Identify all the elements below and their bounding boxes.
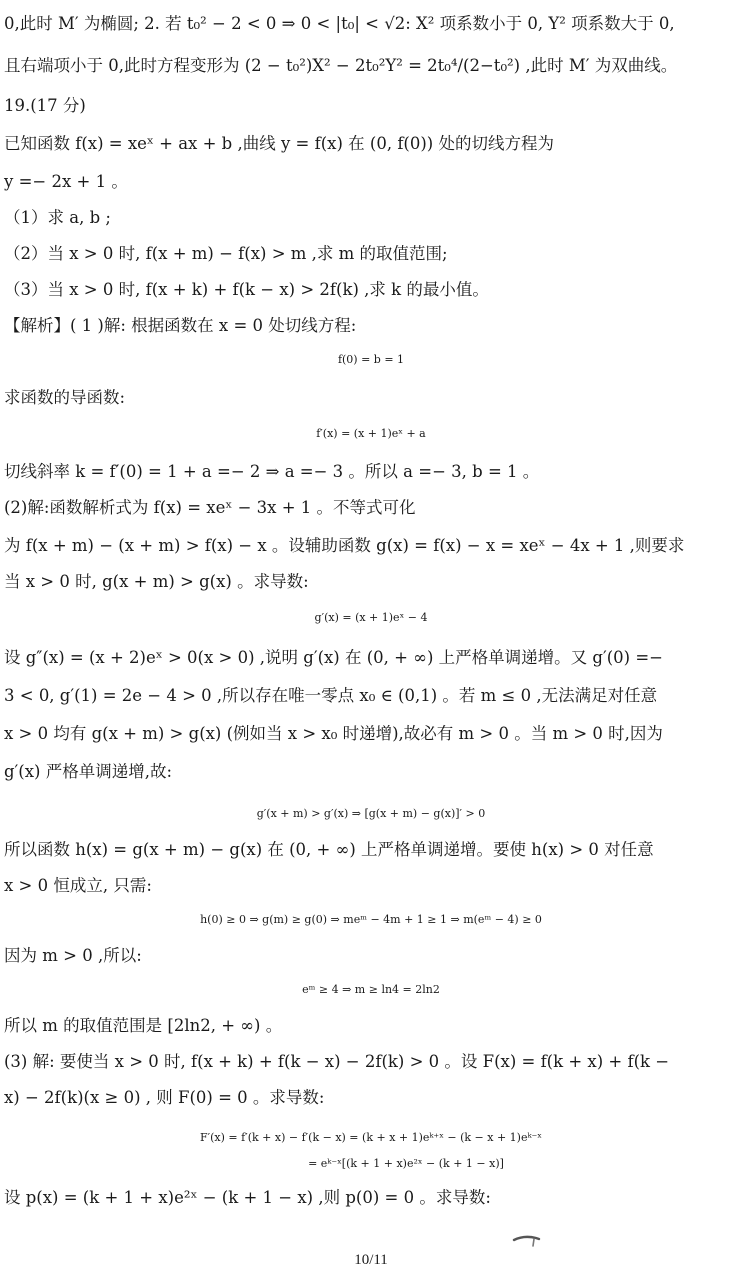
text-line: 已知函数 f(x) = xeˣ + ax + b ,曲线 y = f(x) 在 (0, f(0)) 处的切线方程为 bbox=[4, 134, 554, 153]
text-line: 当 x > 0 时, g(x + m) > g(x) 。求导数: bbox=[4, 572, 309, 591]
text-line: 切线斜率 k = f′(0) = 1 + a =− 2 ⇒ a =− 3 。所以 a =− 3, b = 1 。 bbox=[4, 462, 540, 481]
question-3: （3）当 x > 0 时, f(x + k) + f(k − x) > 2f(k) ,求 k 的最小值。 bbox=[4, 280, 489, 299]
text-line: 设 g″(x) = (x + 2)eˣ > 0(x > 0) ,说明 g′(x) 在 (0, + ∞) 上严格单调递增。又 g′(0) =− bbox=[4, 648, 663, 667]
equation: f(0) = b = 1 bbox=[337, 353, 405, 366]
text-line: x) − 2f(k)(x ≥ 0) , 则 F(0) = 0 。求导数: bbox=[4, 1088, 325, 1107]
equation: f′(x) = (x + 1)eˣ + a bbox=[316, 427, 426, 440]
equation: g′(x) = (x + 1)eˣ − 4 bbox=[314, 611, 428, 624]
text-line: 3 < 0, g′(1) = 2e − 4 > 0 ,所以存在唯一零点 x₀ ∈ (0,1) 。若 m ≤ 0 ,无法满足对任意 bbox=[4, 686, 658, 705]
text-line: 设 p(x) = (k + 1 + x)e²ˣ − (k + 1 − x) ,则 p(0) = 0 。求导数: bbox=[4, 1188, 491, 1207]
text-line: (3) 解: 要使当 x > 0 时, f(x + k) + f(k − x) − 2f(k) > 0 。设 F(x) = f(k + x) + f(k − bbox=[4, 1052, 670, 1071]
text-line: (2)解:函数解析式为 f(x) = xeˣ − 3x + 1 。不等式可化 bbox=[4, 498, 416, 517]
equation: F′(x) = f′(k + x) − f′(k − x) = (k + x + 1)eᵏ⁺ˣ − (k − x + 1)eᵏ⁻ˣ bbox=[200, 1131, 542, 1144]
equation: = eᵏ⁻ˣ[(k + 1 + x)e²ˣ − (k + 1 − x)] bbox=[308, 1157, 504, 1170]
text-line: 且右端项小于 0,此时方程变形为 (2 − t₀²)X² − 2t₀²Y² = 2t₀⁴/(2−t₀²) ,此时 M′ 为双曲线。 bbox=[4, 56, 678, 75]
text-line: 求函数的导函数: bbox=[4, 388, 126, 407]
smudge-mark bbox=[512, 1234, 542, 1248]
text-line: 所以函数 h(x) = g(x + m) − g(x) 在 (0, + ∞) 上严格单调递增。要使 h(x) > 0 对任意 bbox=[4, 840, 654, 859]
text-line: g′(x) 严格单调递增,故: bbox=[4, 762, 173, 781]
text-line: y =− 2x + 1 。 bbox=[4, 172, 128, 191]
question-1: （1）求 a, b ; bbox=[4, 208, 111, 227]
text-line: 因为 m > 0 ,所以: bbox=[4, 946, 142, 965]
equation: g′(x + m) > g′(x) ⇒ [g(x + m) − g(x)]′ > 0 bbox=[256, 807, 486, 820]
page-number: 10/11 bbox=[354, 1252, 388, 1268]
text-line: 所以 m 的取值范围是 [2ln2, + ∞) 。 bbox=[4, 1016, 283, 1035]
text-line: x > 0 均有 g(x + m) > g(x) (例如当 x > x₀ 时递增),故必有 m > 0 。当 m > 0 时,因为 bbox=[4, 724, 663, 743]
text-line: 为 f(x + m) − (x + m) > f(x) − x 。设辅助函数 g(x) = f(x) − x = xeˣ − 4x + 1 ,则要求 bbox=[4, 536, 685, 555]
equation: h(0) ≥ 0 ⇒ g(m) ≥ g(0) ⇒ meᵐ − 4m + 1 ≥ 1 ⇒ m(eᵐ − 4) ≥ 0 bbox=[200, 913, 542, 926]
problem-heading: 19.(17 分) bbox=[4, 96, 86, 115]
question-2: （2）当 x > 0 时, f(x + m) − f(x) > m ,求 m 的取值范围; bbox=[4, 244, 448, 263]
text-line: 0,此时 M′ 为椭圆; 2. 若 t₀² − 2 < 0 ⇒ 0 < |t₀| < √2: X² 项系数小于 0, Y² 项系数大于 0, bbox=[4, 14, 675, 33]
text-line: x > 0 恒成立, 只需: bbox=[4, 876, 152, 895]
solution-heading: 【解析】( 1 )解: 根据函数在 x = 0 处切线方程: bbox=[4, 316, 357, 335]
equation: eᵐ ≥ 4 ⇒ m ≥ ln4 = 2ln2 bbox=[302, 983, 440, 996]
